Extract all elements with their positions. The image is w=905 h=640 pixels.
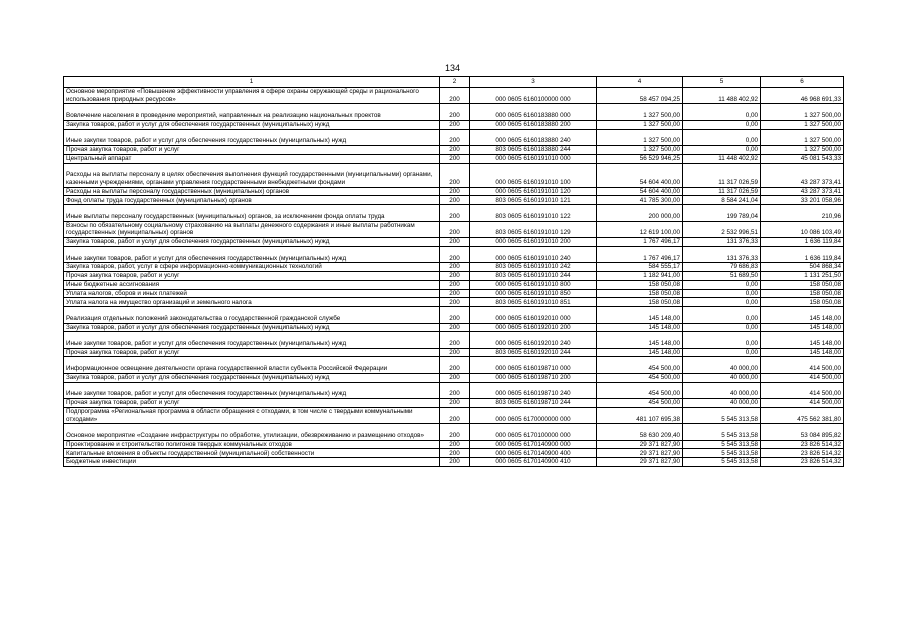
table-row (64, 382, 844, 398)
row-name: Реализация отдельных положений законодательства о государственной гражданской службе (64, 307, 440, 323)
budget-table (63, 76, 844, 467)
row-name: Уплата налога на имущество организаций и земельного налога (64, 298, 440, 307)
table-header (64, 77, 844, 88)
row-approved-amount: 454 500,00 (597, 382, 683, 398)
row-line-code: 200 (440, 104, 470, 120)
row-executed-amount: 5 545 313,58 (683, 449, 761, 458)
row-approved-amount: 54 604 400,00 (597, 187, 683, 196)
row-line-code: 200 (440, 280, 470, 289)
row-line-code: 200 (440, 145, 470, 154)
row-executed-amount: 11 317 026,59 (683, 163, 761, 187)
row-executed-amount: 2 532 996,51 (683, 221, 761, 237)
row-line-code: 200 (440, 298, 470, 307)
row-name: Уплата налогов, сборов и иных платежей (64, 289, 440, 298)
row-executed-amount: 131 376,33 (683, 246, 761, 262)
table-row (64, 187, 844, 196)
row-line-code: 200 (440, 263, 470, 272)
row-remaining-amount: 43 287 373,41 (761, 163, 844, 187)
row-approved-amount: 158 050,08 (597, 280, 683, 289)
row-executed-amount: 11 488 402,92 (683, 88, 761, 104)
row-budget-code: 000 0605 6160192010 200 (470, 323, 597, 332)
row-remaining-amount: 23 826 514,32 (761, 449, 844, 458)
row-executed-amount: 0,00 (683, 348, 761, 357)
row-approved-amount: 1 767 496,17 (597, 237, 683, 246)
row-name: Прочая закупка товаров, работ и услуг (64, 145, 440, 154)
row-budget-code: 000 0605 6160198710 240 (470, 382, 597, 398)
row-line-code: 200 (440, 289, 470, 298)
row-remaining-amount: 1 327 500,00 (761, 104, 844, 120)
table-row (64, 280, 844, 289)
table-row (64, 271, 844, 280)
table-row (64, 440, 844, 449)
row-approved-amount: 54 604 400,00 (597, 163, 683, 187)
row-approved-amount: 41 785 300,00 (597, 196, 683, 205)
row-approved-amount: 454 500,00 (597, 357, 683, 373)
row-name: Закупка товаров, работ и услуг для обеспечения государственных (муниципальных) нужд (64, 237, 440, 246)
header-col-4: 4 (597, 77, 683, 88)
row-name: Расходы на выплаты персоналу государственных (муниципальных) органов (64, 187, 440, 196)
row-budget-code: 000 0605 6170140900 410 (470, 458, 597, 467)
row-remaining-amount: 414 500,00 (761, 357, 844, 373)
table-row (64, 458, 844, 467)
row-budget-code: 000 0605 6170100000 000 (470, 424, 597, 440)
row-budget-code: 000 0605 6170140900 400 (470, 449, 597, 458)
row-remaining-amount: 158 050,08 (761, 280, 844, 289)
row-line-code: 200 (440, 237, 470, 246)
row-budget-code: 803 0605 6160191010 851 (470, 298, 597, 307)
row-name: Иные закупки товаров, работ и услуг для обеспечения государственных (муниципальных) нужд (64, 382, 440, 398)
row-line-code: 200 (440, 399, 470, 408)
row-budget-code: 803 0605 6160183880 244 (470, 145, 597, 154)
row-remaining-amount: 10 086 103,49 (761, 221, 844, 237)
header-col-2: 2 (440, 77, 470, 88)
row-line-code: 200 (440, 88, 470, 104)
row-name: Закупка товаров, работ и услуг для обеспечения государственных (муниципальных) нужд (64, 373, 440, 382)
header-col-5: 5 (683, 77, 761, 88)
row-executed-amount: 5 545 313,58 (683, 440, 761, 449)
table-row (64, 373, 844, 382)
row-approved-amount: 1 327 500,00 (597, 104, 683, 120)
row-budget-code: 000 0605 6160191010 800 (470, 280, 597, 289)
row-executed-amount: 11 317 026,59 (683, 187, 761, 196)
row-executed-amount: 79 686,83 (683, 263, 761, 272)
row-approved-amount: 1 767 496,17 (597, 246, 683, 262)
row-executed-amount: 0,00 (683, 307, 761, 323)
table-row (64, 196, 844, 205)
row-budget-code: 803 0605 6160191010 129 (470, 221, 597, 237)
row-line-code: 200 (440, 458, 470, 467)
page-number: 134 (444, 63, 461, 73)
row-remaining-amount: 1 327 500,00 (761, 120, 844, 129)
row-line-code: 200 (440, 120, 470, 129)
table-body (64, 88, 844, 467)
row-budget-code: 803 0605 6160192010 244 (470, 348, 597, 357)
table-row (64, 205, 844, 221)
table-row (64, 357, 844, 373)
row-budget-code: 000 0605 6170000000 000 (470, 407, 597, 423)
row-name: Информационное освещение деятельности органа государственной власти субъекта Российской Федерации (64, 357, 440, 373)
table-row (64, 221, 844, 237)
table-row (64, 289, 844, 298)
row-remaining-amount: 1 327 500,00 (761, 129, 844, 145)
row-approved-amount: 145 148,00 (597, 348, 683, 357)
row-remaining-amount: 145 148,00 (761, 348, 844, 357)
row-approved-amount: 145 148,00 (597, 307, 683, 323)
row-name: Иные выплаты персоналу государственных (муниципальных) органов, за исключением фонда оплаты труда (64, 205, 440, 221)
row-executed-amount: 5 545 313,58 (683, 407, 761, 423)
row-line-code: 200 (440, 307, 470, 323)
row-budget-code: 000 0605 6160191010 100 (470, 163, 597, 187)
row-budget-code: 803 0605 6160191010 244 (470, 271, 597, 280)
table-row (64, 246, 844, 262)
row-approved-amount: 584 555,17 (597, 263, 683, 272)
row-line-code: 200 (440, 357, 470, 373)
row-remaining-amount: 210,96 (761, 205, 844, 221)
row-budget-code: 000 0605 6160183880 000 (470, 104, 597, 120)
table-row (64, 399, 844, 408)
row-approved-amount: 58 630 209,40 (597, 424, 683, 440)
row-budget-code: 000 0605 6170140900 000 (470, 440, 597, 449)
row-budget-code: 000 0605 6160191010 120 (470, 187, 597, 196)
row-name: Бюджетные инвестиции (64, 458, 440, 467)
row-name: Проектирование и строительство полигонов твердых коммунальных отходов (64, 440, 440, 449)
row-name: Прочая закупка товаров, работ и услуг (64, 399, 440, 408)
row-name: Иные закупки товаров, работ и услуг для обеспечения государственных (муниципальных) нужд (64, 129, 440, 145)
row-line-code: 200 (440, 373, 470, 382)
table-row (64, 348, 844, 357)
row-line-code: 200 (440, 154, 470, 163)
header-row (64, 77, 844, 88)
row-remaining-amount: 145 148,00 (761, 307, 844, 323)
row-executed-amount: 0,00 (683, 145, 761, 154)
row-line-code: 200 (440, 129, 470, 145)
table-row (64, 120, 844, 129)
row-name: Иные закупки товаров, работ и услуг для обеспечения государственных (муниципальных) нужд (64, 332, 440, 348)
table-row (64, 449, 844, 458)
row-approved-amount: 158 050,08 (597, 289, 683, 298)
row-budget-code: 000 0605 6160192010 000 (470, 307, 597, 323)
row-executed-amount: 0,00 (683, 120, 761, 129)
row-line-code: 200 (440, 348, 470, 357)
row-executed-amount: 5 545 313,58 (683, 424, 761, 440)
row-name: Фонд оплаты труда государственных (муниципальных) органов (64, 196, 440, 205)
table-row (64, 88, 844, 104)
row-approved-amount: 158 050,08 (597, 298, 683, 307)
row-executed-amount: 40 000,00 (683, 357, 761, 373)
row-line-code: 200 (440, 187, 470, 196)
table-row (64, 407, 844, 423)
row-line-code: 200 (440, 271, 470, 280)
row-approved-amount: 454 500,00 (597, 373, 683, 382)
row-executed-amount: 199 789,04 (683, 205, 761, 221)
row-name: Иные бюджетные ассигнования (64, 280, 440, 289)
row-name: Основное мероприятие «Повышение эффективности управления в сфере охраны окружающей среды и рационального использования природных ресурсов» (64, 88, 440, 104)
row-approved-amount: 56 529 946,25 (597, 154, 683, 163)
table-row (64, 129, 844, 145)
row-name: Центральный аппарат (64, 154, 440, 163)
row-executed-amount: 131 376,33 (683, 237, 761, 246)
row-approved-amount: 145 148,00 (597, 323, 683, 332)
row-remaining-amount: 145 148,00 (761, 332, 844, 348)
row-executed-amount: 51 689,50 (683, 271, 761, 280)
row-budget-code: 803 0605 6160198710 244 (470, 399, 597, 408)
row-budget-code: 000 0605 6160100000 000 (470, 88, 597, 104)
row-line-code: 200 (440, 205, 470, 221)
row-line-code: 200 (440, 163, 470, 187)
row-name: Подпрограмма «Региональная программа в области обращения с отходами, в том числе с твердыми коммунальными отходами» (64, 407, 440, 423)
row-approved-amount: 145 148,00 (597, 332, 683, 348)
row-executed-amount: 0,00 (683, 323, 761, 332)
row-line-code: 200 (440, 382, 470, 398)
row-executed-amount: 0,00 (683, 129, 761, 145)
row-line-code: 200 (440, 440, 470, 449)
row-name: Закупка товаров, работ и услуг для обеспечения государственных (муниципальных) нужд (64, 120, 440, 129)
row-budget-code: 000 0605 6160198710 000 (470, 357, 597, 373)
row-remaining-amount: 414 500,00 (761, 382, 844, 398)
row-remaining-amount: 158 050,08 (761, 298, 844, 307)
row-remaining-amount: 23 826 514,32 (761, 458, 844, 467)
row-remaining-amount: 414 500,00 (761, 373, 844, 382)
row-name: Закупка товаров, работ и услуг для обеспечения государственных (муниципальных) нужд (64, 323, 440, 332)
row-approved-amount: 12 619 100,00 (597, 221, 683, 237)
row-executed-amount: 5 545 313,58 (683, 458, 761, 467)
table-row (64, 298, 844, 307)
row-remaining-amount: 23 826 514,32 (761, 440, 844, 449)
row-approved-amount: 1 327 500,00 (597, 129, 683, 145)
row-budget-code: 000 0605 6160192010 240 (470, 332, 597, 348)
row-remaining-amount: 43 287 373,41 (761, 187, 844, 196)
row-remaining-amount: 46 968 691,33 (761, 88, 844, 104)
row-remaining-amount: 53 084 895,82 (761, 424, 844, 440)
row-remaining-amount: 45 081 543,33 (761, 154, 844, 163)
row-executed-amount: 0,00 (683, 298, 761, 307)
row-remaining-amount: 1 131 251,50 (761, 271, 844, 280)
row-approved-amount: 29 371 827,90 (597, 440, 683, 449)
row-remaining-amount: 158 050,08 (761, 289, 844, 298)
row-executed-amount: 40 000,00 (683, 382, 761, 398)
header-col-1: 1 (64, 77, 440, 88)
row-name: Капитальные вложения в объекты государственной (муниципальной) собственности (64, 449, 440, 458)
table-row (64, 104, 844, 120)
table-row (64, 237, 844, 246)
row-executed-amount: 0,00 (683, 289, 761, 298)
row-approved-amount: 58 457 094,25 (597, 88, 683, 104)
row-remaining-amount: 475 562 381,80 (761, 407, 844, 423)
row-budget-code: 000 0605 6160191010 850 (470, 289, 597, 298)
row-remaining-amount: 504 868,34 (761, 263, 844, 272)
row-budget-code: 000 0605 6160191010 000 (470, 154, 597, 163)
row-budget-code: 803 0605 6160191010 242 (470, 263, 597, 272)
table-row (64, 424, 844, 440)
row-executed-amount: 8 584 241,04 (683, 196, 761, 205)
row-approved-amount: 1 327 500,00 (597, 145, 683, 154)
row-executed-amount: 40 000,00 (683, 399, 761, 408)
row-executed-amount: 11 448 402,92 (683, 154, 761, 163)
row-budget-code: 000 0605 6160183880 240 (470, 129, 597, 145)
row-line-code: 200 (440, 332, 470, 348)
row-name: Закупка товаров, работ, услуг в сфере информационно-коммуникационных технологий (64, 263, 440, 272)
row-executed-amount: 40 000,00 (683, 373, 761, 382)
row-approved-amount: 454 500,00 (597, 399, 683, 408)
row-remaining-amount: 1 636 119,84 (761, 246, 844, 262)
row-executed-amount: 0,00 (683, 104, 761, 120)
row-remaining-amount: 1 636 119,84 (761, 237, 844, 246)
row-line-code: 200 (440, 323, 470, 332)
row-name: Прочая закупка товаров, работ и услуг (64, 348, 440, 357)
row-executed-amount: 0,00 (683, 332, 761, 348)
row-line-code: 200 (440, 221, 470, 237)
row-name: Иные закупки товаров, работ и услуг для обеспечения государственных (муниципальных) нужд (64, 246, 440, 262)
row-line-code: 200 (440, 246, 470, 262)
table-row (64, 307, 844, 323)
row-line-code: 200 (440, 424, 470, 440)
row-approved-amount: 29 371 827,90 (597, 449, 683, 458)
row-line-code: 200 (440, 407, 470, 423)
row-line-code: 200 (440, 196, 470, 205)
row-budget-code: 000 0605 6160183880 200 (470, 120, 597, 129)
row-remaining-amount: 414 500,00 (761, 399, 844, 408)
row-line-code: 200 (440, 449, 470, 458)
row-approved-amount: 1 182 941,00 (597, 271, 683, 280)
row-budget-code: 000 0605 6160191010 200 (470, 237, 597, 246)
row-budget-code: 803 0605 6160191010 122 (470, 205, 597, 221)
row-remaining-amount: 1 327 500,00 (761, 145, 844, 154)
table-row (64, 332, 844, 348)
row-name: Взносы по обязательному социальному страхованию на выплаты денежного содержания и иные выплаты работникам государственных (муниципальных) органов (64, 221, 440, 237)
row-remaining-amount: 33 201 058,96 (761, 196, 844, 205)
table-row (64, 154, 844, 163)
table-row (64, 163, 844, 187)
row-approved-amount: 200 000,00 (597, 205, 683, 221)
table-row (64, 145, 844, 154)
header-col-6: 6 (761, 77, 844, 88)
row-budget-code: 000 0605 6160191010 240 (470, 246, 597, 262)
table-row (64, 263, 844, 272)
row-name: Расходы на выплаты персоналу в целях обеспечения выполнения функций государственными (муниципальными) органами, казенными учреждениями, органами управления государственными внебюджетными фондами (64, 163, 440, 187)
row-approved-amount: 1 327 500,00 (597, 120, 683, 129)
row-approved-amount: 29 371 827,90 (597, 458, 683, 467)
row-name: Основное мероприятие «Создание инфраструктуры по обработке, утилизации, обезвреживанию и размещению отходов» (64, 424, 440, 440)
row-budget-code: 000 0605 6160198710 200 (470, 373, 597, 382)
row-executed-amount: 0,00 (683, 280, 761, 289)
row-approved-amount: 481 107 695,38 (597, 407, 683, 423)
header-col-3: 3 (470, 77, 597, 88)
row-budget-code: 803 0605 6160191010 121 (470, 196, 597, 205)
row-name: Прочая закупка товаров, работ и услуг (64, 271, 440, 280)
row-remaining-amount: 145 148,00 (761, 323, 844, 332)
table-row (64, 323, 844, 332)
row-name: Вовлечение населения в проведение мероприятий, направленных на реализацию национальных проектов (64, 104, 440, 120)
